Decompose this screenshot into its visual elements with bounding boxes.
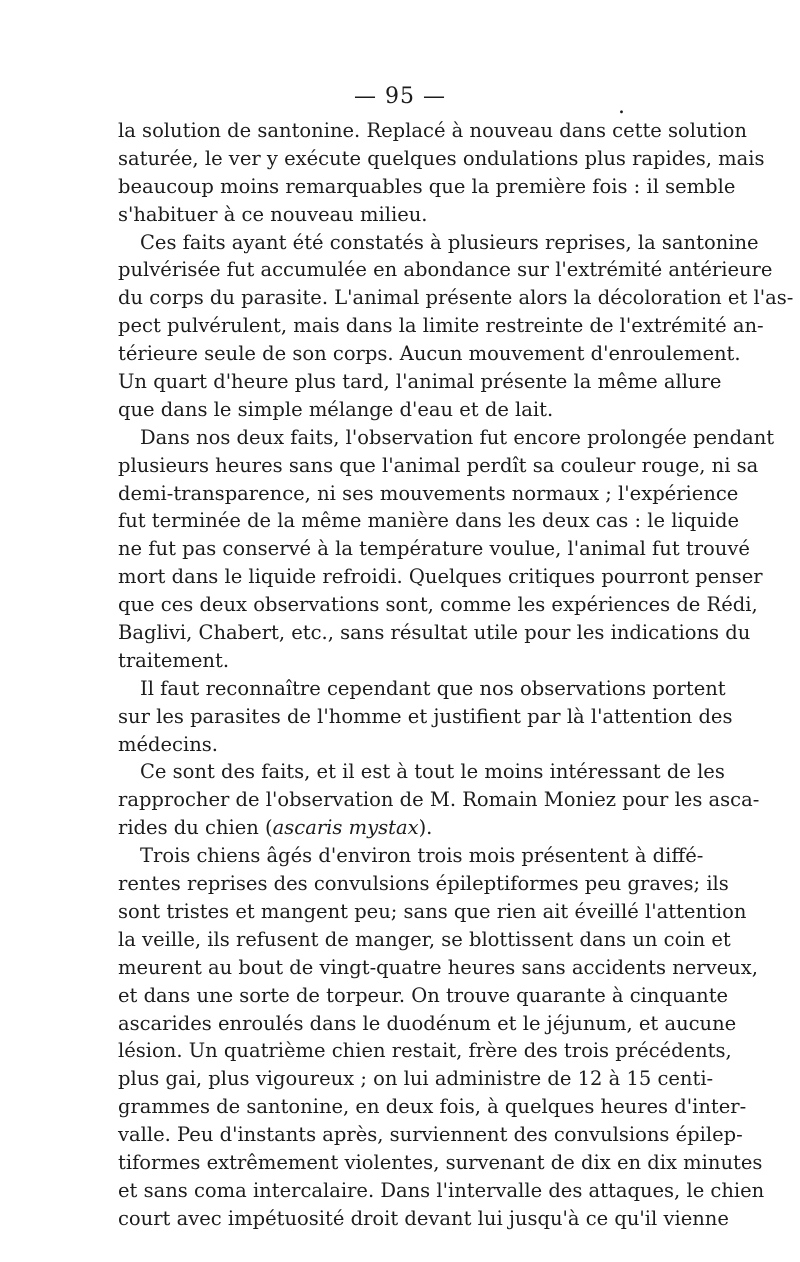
- text-line-content: Trois chiens âgés d'environ trois mois présentent à diffé-: [140, 844, 704, 868]
- text-line: [118, 1037, 732, 1065]
- text-line: [118, 870, 729, 898]
- text-line: [118, 201, 678, 229]
- text-line-content: rides du chien (: [118, 816, 273, 840]
- text-line-content: meurent au bout de vingt-quatre heures sans accidents nerveux,: [118, 955, 758, 979]
- text-line-content: plusieurs heures sans que l'animal perdît sa couleur rouge, ni sa: [118, 453, 759, 477]
- text-line: [118, 480, 739, 508]
- text-line: [118, 898, 747, 926]
- text-line-content: la veille, ils refusent de manger, se blottissent dans un coin et: [118, 927, 731, 951]
- text-line-content: pect pulvérulent, mais dans la limite restreinte de l'extrémité an-: [118, 314, 764, 338]
- text-line: [118, 256, 773, 284]
- text-line-content: beaucoup moins remarquables que la première fois : il semble: [118, 174, 736, 198]
- text-line: [118, 117, 747, 145]
- text-line: [118, 1010, 737, 1038]
- text-line-content: Baglivi, Chabert, etc., sans résultat utile pour les indications du: [118, 621, 751, 645]
- text-line-content: valle. Peu d'instants après, surviennent des convulsions épilep-: [118, 1123, 743, 1147]
- text-line-content: et sans coma intercalaire. Dans l'intervalle des attaques, le chien: [118, 1178, 765, 1202]
- text-line-content: pulvérisée fut accumulée en abondance sur l'extrémité antérieure: [118, 258, 773, 282]
- text-line: [118, 619, 751, 647]
- text-line-content: Ces faits ayant été constatés à plusieurs reprises, la santonine: [140, 230, 759, 254]
- text-line-content: court avec impétuosité droit devant lui jusqu'à ce qu'il vienne: [118, 1206, 729, 1230]
- text-line: [118, 396, 678, 424]
- text-line: [118, 424, 775, 452]
- text-line: [118, 507, 740, 535]
- text-line: [118, 786, 760, 814]
- text-line: [118, 312, 764, 340]
- text-line-content: saturée, le ver y exécute quelques ondulations plus rapides, mais: [118, 146, 765, 170]
- text-line: [118, 1177, 765, 1205]
- text-line: [118, 340, 741, 368]
- text-line: [118, 368, 722, 396]
- text-line: [118, 1149, 763, 1177]
- text-line: [118, 1093, 747, 1121]
- text-line-content: du corps du parasite. L'animal présente alors la décoloration et l'as-: [118, 286, 794, 310]
- text-line: [118, 814, 678, 842]
- text-line: [118, 926, 731, 954]
- text-line-content: demi-transparence, ni ses mouvements normaux ; l'expérience: [118, 481, 739, 505]
- text-line: [118, 563, 763, 591]
- text-line: [118, 675, 726, 703]
- text-line: [118, 145, 765, 173]
- text-line: [118, 954, 758, 982]
- text-line-content: que dans le simple mélange d'eau et de lait.: [118, 397, 554, 421]
- text-line-content: ne fut pas conservé à la température voulue, l'animal fut trouvé: [118, 537, 750, 561]
- text-line-content: fut terminée de la même manière dans les deux cas : le liquide: [118, 509, 740, 533]
- text-line: [118, 758, 725, 786]
- text-line-content: médecins.: [118, 732, 218, 756]
- italic-species-name: ascaris mystax: [272, 816, 419, 840]
- text-line-content: Dans nos deux faits, l'observation fut encore prolongée pendant: [140, 425, 775, 449]
- text-line-content: traitement.: [118, 648, 230, 672]
- text-line-content: Il faut reconnaître cependant que nos observations portent: [140, 676, 726, 700]
- text-line: [118, 647, 678, 675]
- text-line-content: que ces deux observations sont, comme les expériences de Rédi,: [118, 593, 758, 617]
- text-line-content: rapprocher de l'observation de M. Romain Moniez pour les asca-: [118, 788, 760, 812]
- text-line-content: s'habituer à ce nouveau milieu.: [118, 202, 428, 226]
- text-line-content: térieure seule de son corps. Aucun mouvement d'enroulement.: [118, 342, 741, 366]
- text-line-tail: ).: [418, 816, 433, 840]
- text-line-content: la solution de santonine. Replacé à nouveau dans cette solution: [118, 119, 747, 142]
- text-line-content: Ce sont des faits, et il est à tout le moins intéressant de les: [140, 760, 725, 784]
- text-line-content: tiformes extrêmement violentes, survenant de dix en dix minutes: [118, 1150, 763, 1174]
- text-line-content: sont tristes et mangent peu; sans que rien ait éveillé l'attention: [118, 899, 747, 923]
- text-line: [118, 173, 736, 201]
- text-line: [118, 591, 758, 619]
- text-line: [118, 703, 733, 731]
- body-text: [118, 117, 794, 1233]
- text-line: [118, 982, 729, 1010]
- text-line-content: mort dans le liquide refroidi. Quelques critiques pourront penser: [118, 565, 763, 589]
- text-line-content: sur les parasites de l'homme et justifient par là l'attention des: [118, 704, 733, 728]
- text-line: [118, 535, 750, 563]
- text-line: [118, 1121, 743, 1149]
- text-line-content: grammes de santonine, en deux fois, à quelques heures d'inter-: [118, 1095, 747, 1119]
- text-line: [118, 284, 794, 312]
- text-line-content: plus gai, plus vigoureux ; on lui administre de 12 à 15 centi-: [118, 1067, 714, 1091]
- text-line-content: rentes reprises des convulsions épileptiformes peu graves; ils: [118, 872, 729, 896]
- text-line-content: et dans une sorte de torpeur. On trouve quarante à cinquante: [118, 983, 729, 1007]
- text-line-content: lésion. Un quatrième chien restait, frère des trois précédents,: [118, 1039, 732, 1063]
- text-line: [118, 842, 704, 870]
- text-line-content: Un quart d'heure plus tard, l'animal présente la même allure: [118, 370, 722, 394]
- text-line: [118, 731, 678, 759]
- text-line: [118, 229, 759, 257]
- text-line-content: ascarides enroulés dans le duodénum et le jéjunum, et aucune: [118, 1011, 737, 1035]
- stray-mark: .: [618, 94, 625, 119]
- text-line: [118, 452, 759, 480]
- text-line: [118, 1065, 714, 1093]
- text-line: [118, 1205, 729, 1233]
- page-number-header: — 95 —: [354, 84, 446, 109]
